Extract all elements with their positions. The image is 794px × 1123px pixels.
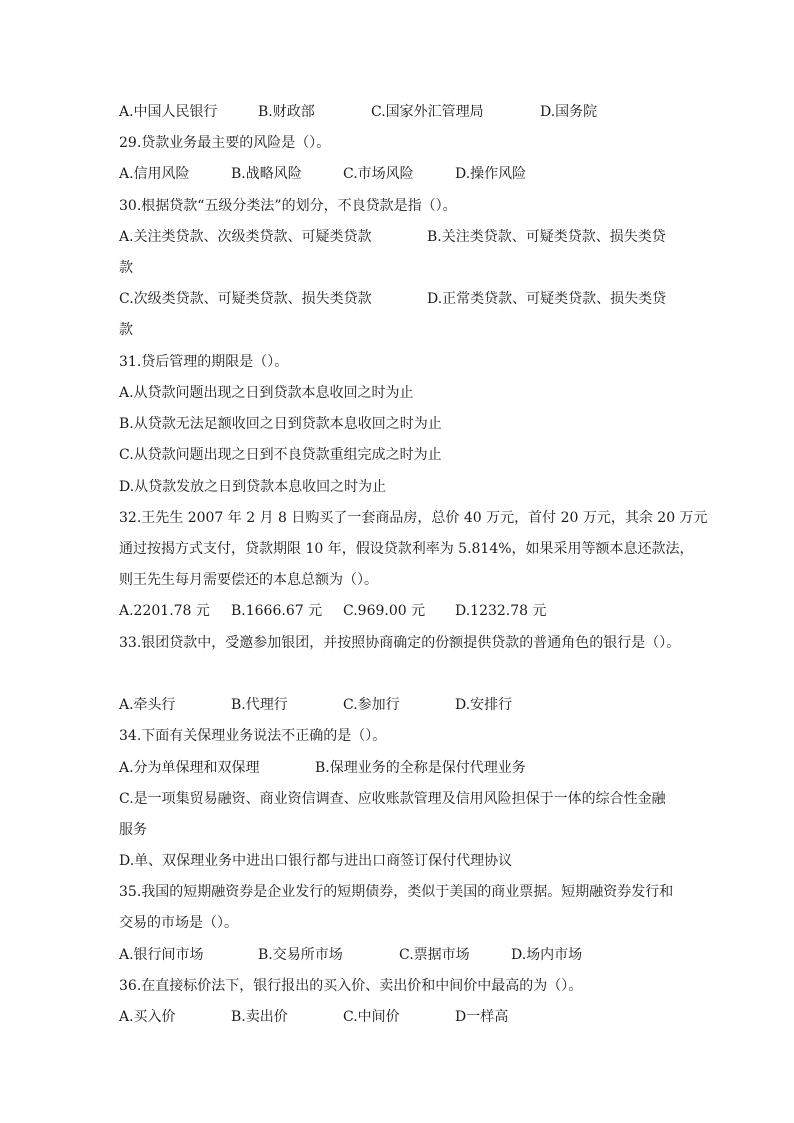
q29-option-c: C.市场风险 xyxy=(343,166,414,182)
q36-option-a: A.买入价 xyxy=(119,1009,176,1025)
q34-option-a: A.分为单保理和双保理 xyxy=(119,760,260,776)
q35-stem-line-1: 35.我国的短期融资券是企业发行的短期债券，类似于美国的商业票据。短期融资券发行和 xyxy=(119,884,674,900)
q35-option-b: B.交易所市场 xyxy=(258,947,343,963)
q33-stem: 33.银团贷款中，受邀参加银团，并按照协商确定的份额提供贷款的普通角色的银行是（）。 xyxy=(119,635,681,651)
q29-option-d: D.操作风险 xyxy=(455,166,527,182)
q30-option-d: D.正常类贷款、可疑类贷款、损失类贷 xyxy=(427,291,667,307)
q34-stem: 34.下面有关保理业务说法不正确的是（）。 xyxy=(119,728,387,744)
q36-option-d: D一样高 xyxy=(455,1009,509,1025)
q28-option-a: A.中国人民银行 xyxy=(119,104,218,120)
q30-option-b-continued: 款 xyxy=(119,260,133,276)
q32-stem-line-2: 通过按揭方式支付，贷款期限 10 年，假设贷款利率为 5.814%，如果采用等额本息还款法， xyxy=(119,541,694,557)
q32-stem-line-3: 则王先生每月需要偿还的本息总额为（）。 xyxy=(119,572,378,588)
q36-option-b: B.卖出价 xyxy=(231,1009,288,1025)
q36-option-c: C.中间价 xyxy=(343,1009,400,1025)
q29-option-a: A.信用风险 xyxy=(119,166,190,182)
q29-stem: 29.贷款业务最主要的风险是（）。 xyxy=(119,135,331,151)
q34-option-c: C.是一项集贸易融资、商业资信调查、应收账款管理及信用风险担保于一体的综合性金融 xyxy=(119,791,666,807)
q31-option-b: B.从贷款无法足额收回之日到贷款本息收回之时为止 xyxy=(119,416,442,432)
q30-option-b: B.关注类贷款、可疑类贷款、损失类贷 xyxy=(427,229,666,245)
q31-option-d: D.从贷款发放之日到贷款本息收回之时为止 xyxy=(119,479,387,495)
q33-option-d: D.安排行 xyxy=(455,697,513,713)
q29-option-b: B.战略风险 xyxy=(231,166,302,182)
q32-stem-line-1: 32.王先生 2007 年 2 月 8 日购买了一套商品房，总价 40 万元，首付 20 万元，其余 20 万元 xyxy=(119,510,708,526)
q32-option-c: C.969.00 元 xyxy=(343,603,426,619)
q32-option-a: A.2201.78 元 xyxy=(119,603,210,619)
q34-option-c-continued: 服务 xyxy=(119,822,147,838)
q28-option-d: D.国务院 xyxy=(540,104,598,120)
q30-option-c: C.次级类贷款、可疑类贷款、损失类贷款 xyxy=(119,291,372,307)
q31-option-a: A.从贷款问题出现之日到贷款本息收回之时为止 xyxy=(119,385,414,401)
q35-option-a: A.银行间市场 xyxy=(119,947,204,963)
q30-stem: 30.根据贷款“五级分类法”的划分，不良贷款是指（）。 xyxy=(119,198,457,214)
q32-option-b: B.1666.67 元 xyxy=(231,603,323,619)
q33-option-b: B.代理行 xyxy=(231,697,288,713)
q28-option-b: B.财政部 xyxy=(258,104,315,120)
q28-option-c: C.国家外汇管理局 xyxy=(371,104,484,120)
q31-option-c: C.从贷款问题出现之日到不良贷款重组完成之时为止 xyxy=(119,447,442,463)
q33-option-c: C.参加行 xyxy=(343,697,400,713)
q32-option-d: D.1232.78 元 xyxy=(455,603,547,619)
q36-stem: 36.在直接标价法下，银行报出的买入价、卖出价和中间价中最高的为（）。 xyxy=(119,978,583,994)
q34-option-b: B.保理业务的全称是保付代理业务 xyxy=(315,760,526,776)
q35-option-c: C.票据市场 xyxy=(399,947,470,963)
q35-option-d: D.场内市场 xyxy=(511,947,583,963)
q34-option-d: D.单、双保理业务中进出口银行都与进出口商签订保付代理协议 xyxy=(119,853,513,869)
q30-option-d-continued: 款 xyxy=(119,322,133,338)
q33-option-a: A.牵头行 xyxy=(119,697,176,713)
q35-stem-line-2: 交易的市场是（）。 xyxy=(119,915,238,931)
q31-stem: 31.贷后管理的期限是（）。 xyxy=(119,354,289,370)
q30-option-a: A.关注类贷款、次级类贷款、可疑类贷款 xyxy=(119,229,372,245)
